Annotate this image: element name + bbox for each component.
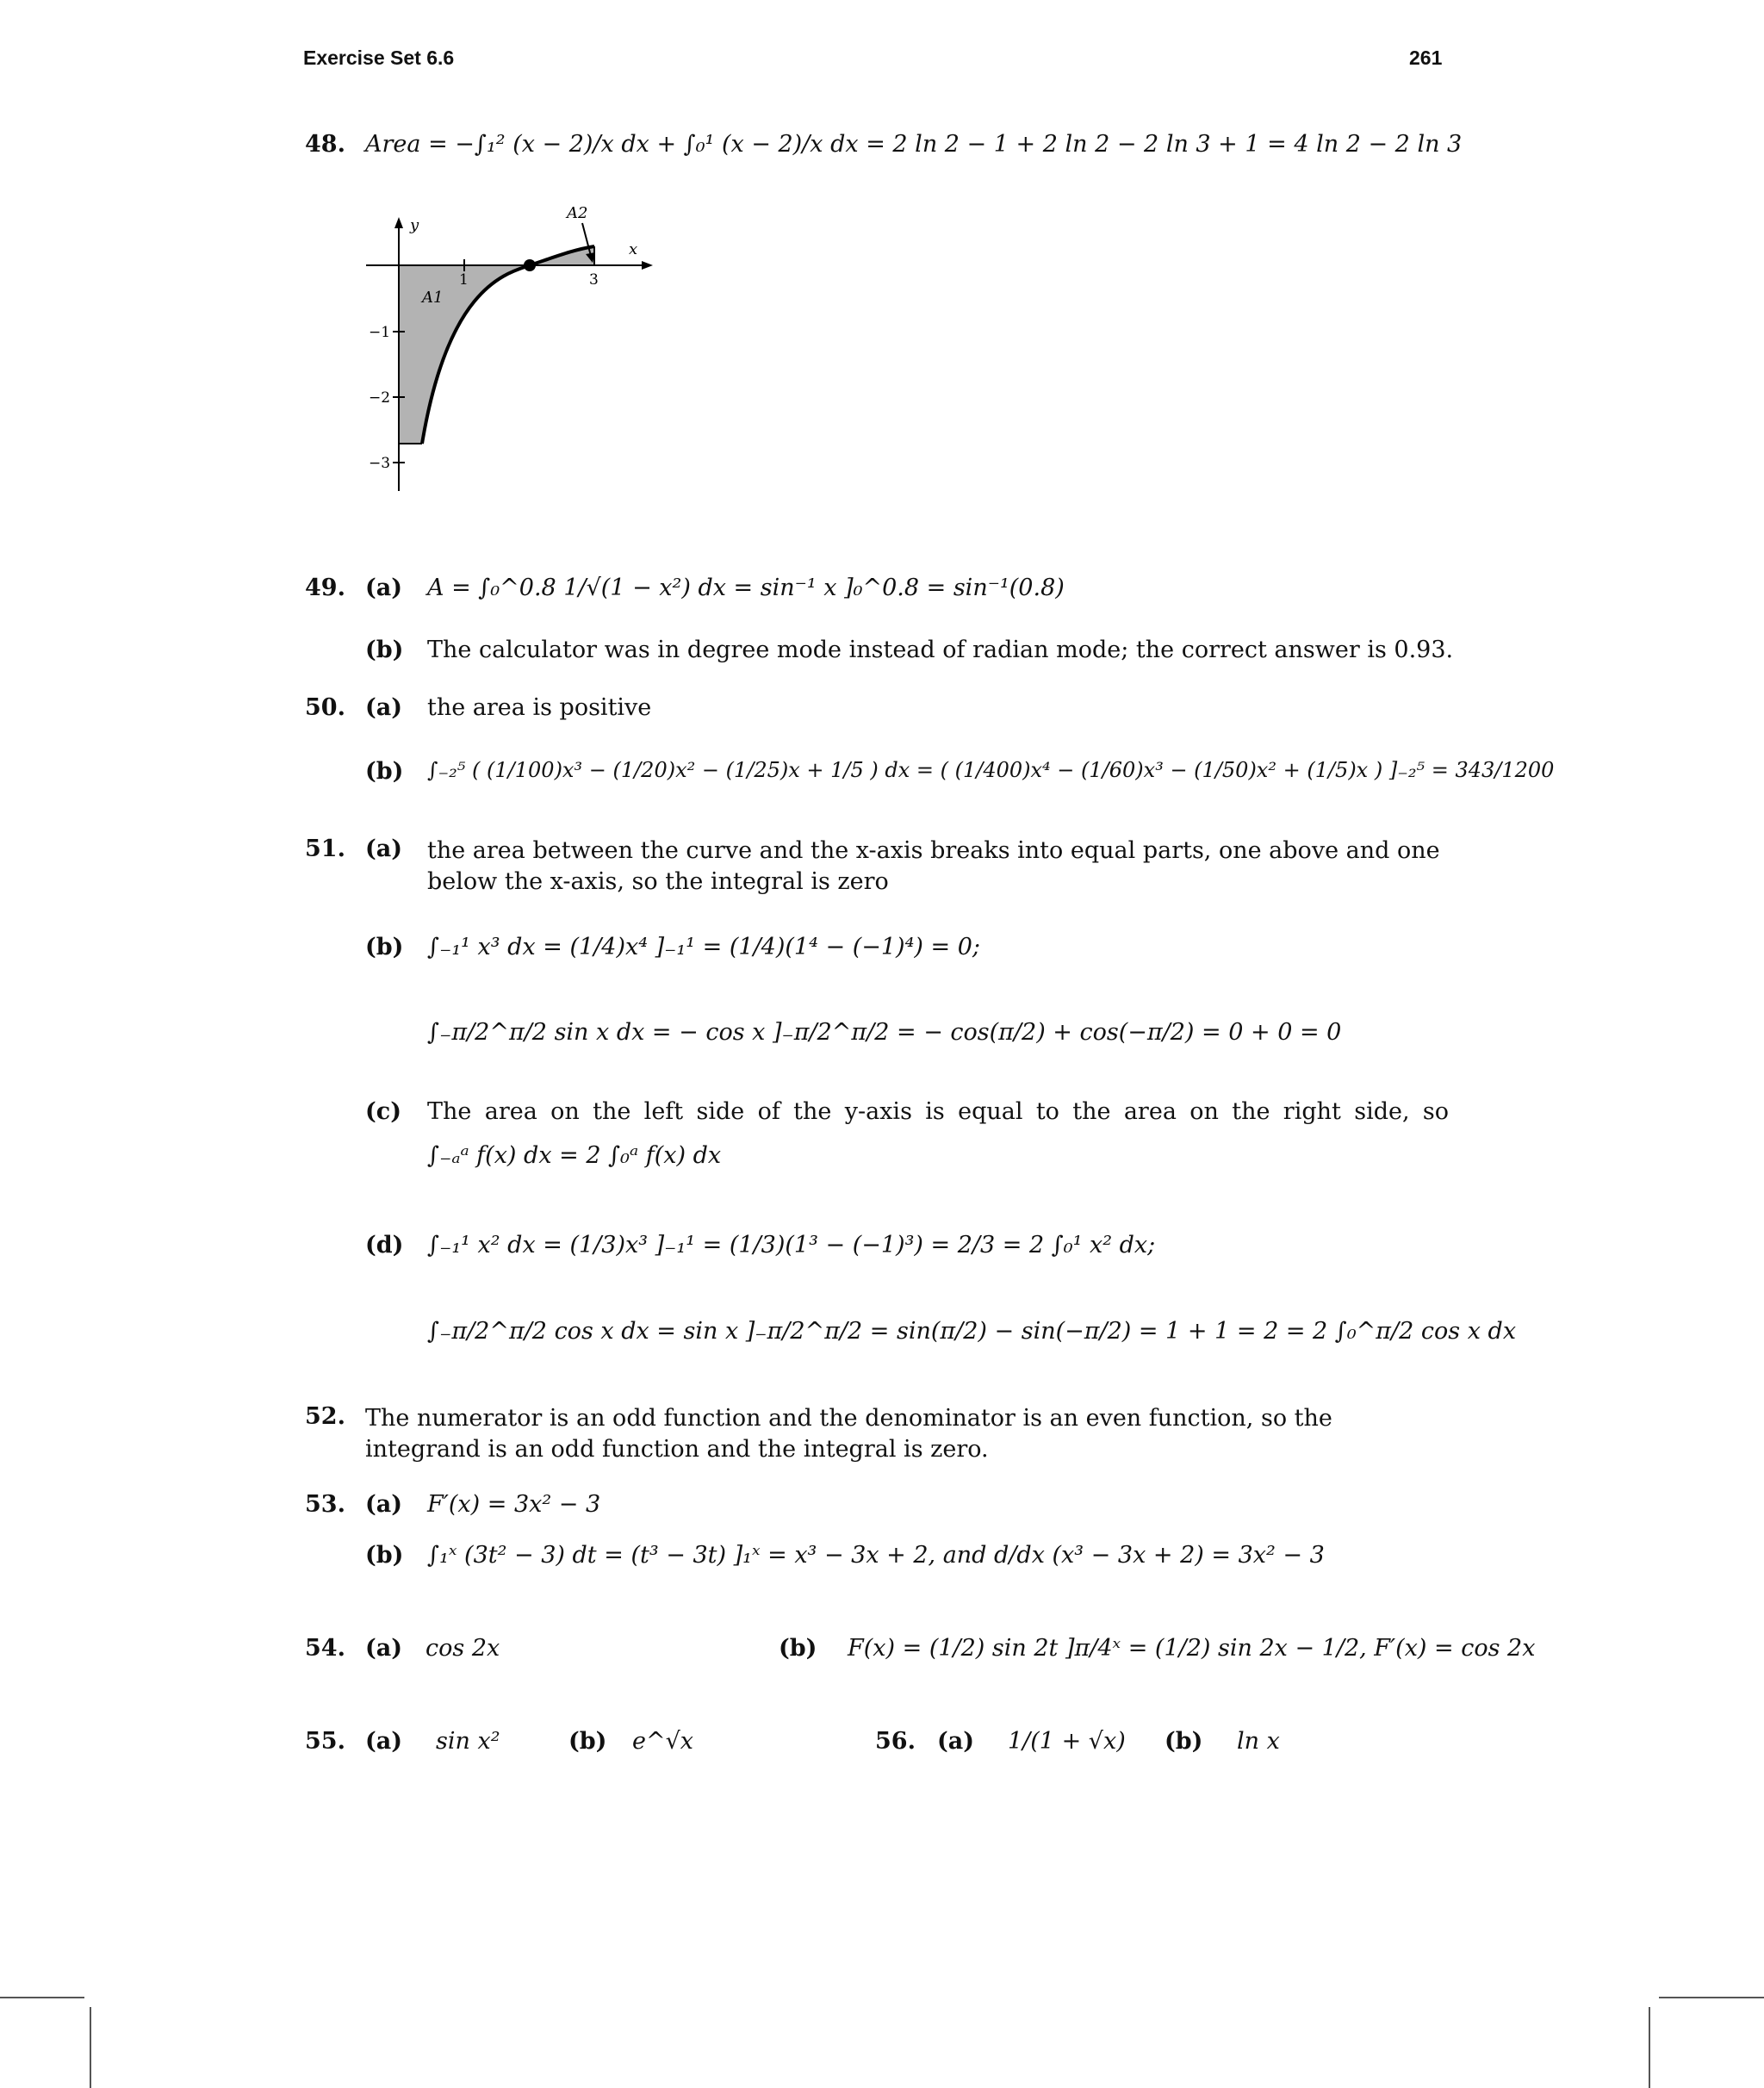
- problem-52-text: The numerator is an odd function and the denominator is an even function, so the integrand is an odd function and the integral is zero.: [365, 1405, 1332, 1463]
- problem-56b-equation: ln x: [1237, 1728, 1280, 1755]
- problem-50a-text: the area is positive: [427, 694, 652, 721]
- problem-50b-equation: ∫₋₂⁵ ( (1/100)x³ − (1/20)x² − (1/25)x + 1/5 ) dx = ( (1/400)x⁴ − (1/60)x³ − (1/50)x² + (1/5)x ) ]₋₂⁵ = 343/1200: [427, 758, 1555, 782]
- problem-51a-text: the area between the curve and the x-axis breaks into equal parts, one above and one below the x-axis, so the integral is zero: [427, 837, 1440, 895]
- problem-49a-equation: A = ∫₀^0.8 1/√(1 − x²) dx = sin⁻¹ x ]₀^0.8 = sin⁻¹(0.8): [427, 575, 1065, 601]
- problem-52-number: 52.: [305, 1403, 345, 1430]
- problem-54a-label: (a): [365, 1635, 403, 1662]
- problem-56a-label: (a): [937, 1728, 975, 1755]
- problem-53a-label: (a): [365, 1491, 403, 1518]
- problem-49b-text: The calculator was in degree mode instead of radian mode; the correct answer is 0.93.: [427, 637, 1454, 663]
- problem-56a-equation: 1/(1 + √x): [1008, 1728, 1126, 1755]
- problem-51c-label: (c): [365, 1098, 401, 1125]
- problem-51d-equation-2: ∫₋π/2^π/2 cos x dx = sin x ]₋π/2^π/2 = sin(π/2) − sin(−π/2) = 1 + 1 = 2 = 2 ∫₀^π/2 cos x dx: [427, 1318, 1517, 1345]
- problem-55-number: 55.: [305, 1728, 345, 1755]
- figure-region-a2-label: A2: [567, 204, 588, 222]
- problem-53b-equation: ∫₁ˣ (3t² − 3) dt = (t³ − 3t) ]₁ˣ = x³ − 3x + 2, and d/dx (x³ − 3x + 2) = 3x² − 3: [427, 1542, 1325, 1569]
- problem-55b-label: (b): [568, 1728, 607, 1755]
- page-number: 261: [1409, 47, 1443, 69]
- figure-x-tick-1: 1: [459, 271, 469, 289]
- problem-51d-equation-1: ∫₋₁¹ x² dx = (1/3)x³ ]₋₁¹ = (1/3)(1³ − (−1)³) = 2/3 = 2 ∫₀¹ x² dx;: [427, 1232, 1156, 1258]
- problem-51d-label: (d): [365, 1232, 404, 1258]
- problem-55b-equation: e^√x: [632, 1728, 694, 1755]
- problem-50b-label: (b): [365, 758, 404, 785]
- problem-54-number: 54.: [305, 1635, 345, 1662]
- figure-region-a1-label: A1: [422, 289, 444, 307]
- problem-53a-equation: F′(x) = 3x² − 3: [427, 1491, 601, 1518]
- problem-48-number: 48.: [305, 131, 345, 158]
- problem-53-number: 53.: [305, 1491, 345, 1518]
- problem-51b-equation-1: ∫₋₁¹ x³ dx = (1/4)x⁴ ]₋₁¹ = (1/4)(1⁴ − (−1)⁴) = 0;: [427, 934, 980, 960]
- figure-x-tick-3: 3: [589, 271, 599, 289]
- problem-54b-equation: F(x) = (1/2) sin 2t ]π/4ˣ = (1/2) sin 2x − 1/2, F′(x) = cos 2x: [848, 1635, 1536, 1662]
- crop-mark-left-vertical: [90, 2007, 91, 2088]
- problem-56b-label: (b): [1165, 1728, 1203, 1755]
- figure-y-tick-neg1: −1: [369, 324, 391, 341]
- figure-x-axis-label: x: [629, 240, 638, 258]
- problem-48-equation: Area = −∫₁² (x − 2)/x dx + ∫₀¹ (x − 2)/x dx = 2 ln 2 − 1 + 2 ln 2 − 2 ln 3 + 1 = 4 ln 2 − 2 ln 3: [365, 131, 1463, 158]
- problem-55a-equation: sin x²: [436, 1728, 500, 1755]
- problem-56-number: 56.: [875, 1728, 916, 1755]
- running-header-title: Exercise Set 6.6: [303, 47, 455, 69]
- problem-54a-equation: cos 2x: [425, 1635, 500, 1662]
- problem-49b-label: (b): [365, 637, 404, 663]
- problem-51b-label: (b): [365, 934, 404, 960]
- problem-50a-label: (a): [365, 694, 403, 721]
- crop-mark-left-horizontal: [0, 1997, 84, 1998]
- crop-mark-right-vertical: [1649, 2007, 1650, 2088]
- problem-51c-equation: ∫₋ₐᵃ f(x) dx = 2 ∫₀ᵃ f(x) dx: [427, 1142, 722, 1169]
- figure-y-axis-label: y: [410, 216, 419, 234]
- problem-50-number: 50.: [305, 694, 345, 721]
- figure-y-tick-neg2: −2: [369, 389, 391, 407]
- problem-54b-label: (b): [779, 1635, 817, 1662]
- figure-y-tick-neg3: −3: [369, 455, 391, 472]
- problem-51c-text: The area on the left side of the y-axis is equal to the area on the right side, so: [427, 1098, 1449, 1125]
- problem-51b-equation-2: ∫₋π/2^π/2 sin x dx = − cos x ]₋π/2^π/2 = − cos(π/2) + cos(−π/2) = 0 + 0 = 0: [427, 1019, 1342, 1046]
- problem-51a-label: (a): [365, 836, 403, 862]
- problem-53b-label: (b): [365, 1542, 404, 1569]
- problem-51-number: 51.: [305, 836, 345, 862]
- problem-49-number: 49.: [305, 575, 345, 601]
- crop-mark-right-horizontal: [1659, 1997, 1764, 1998]
- problem-48-figure: [345, 202, 663, 500]
- problem-55a-label: (a): [365, 1728, 403, 1755]
- problem-49a-label: (a): [365, 575, 403, 601]
